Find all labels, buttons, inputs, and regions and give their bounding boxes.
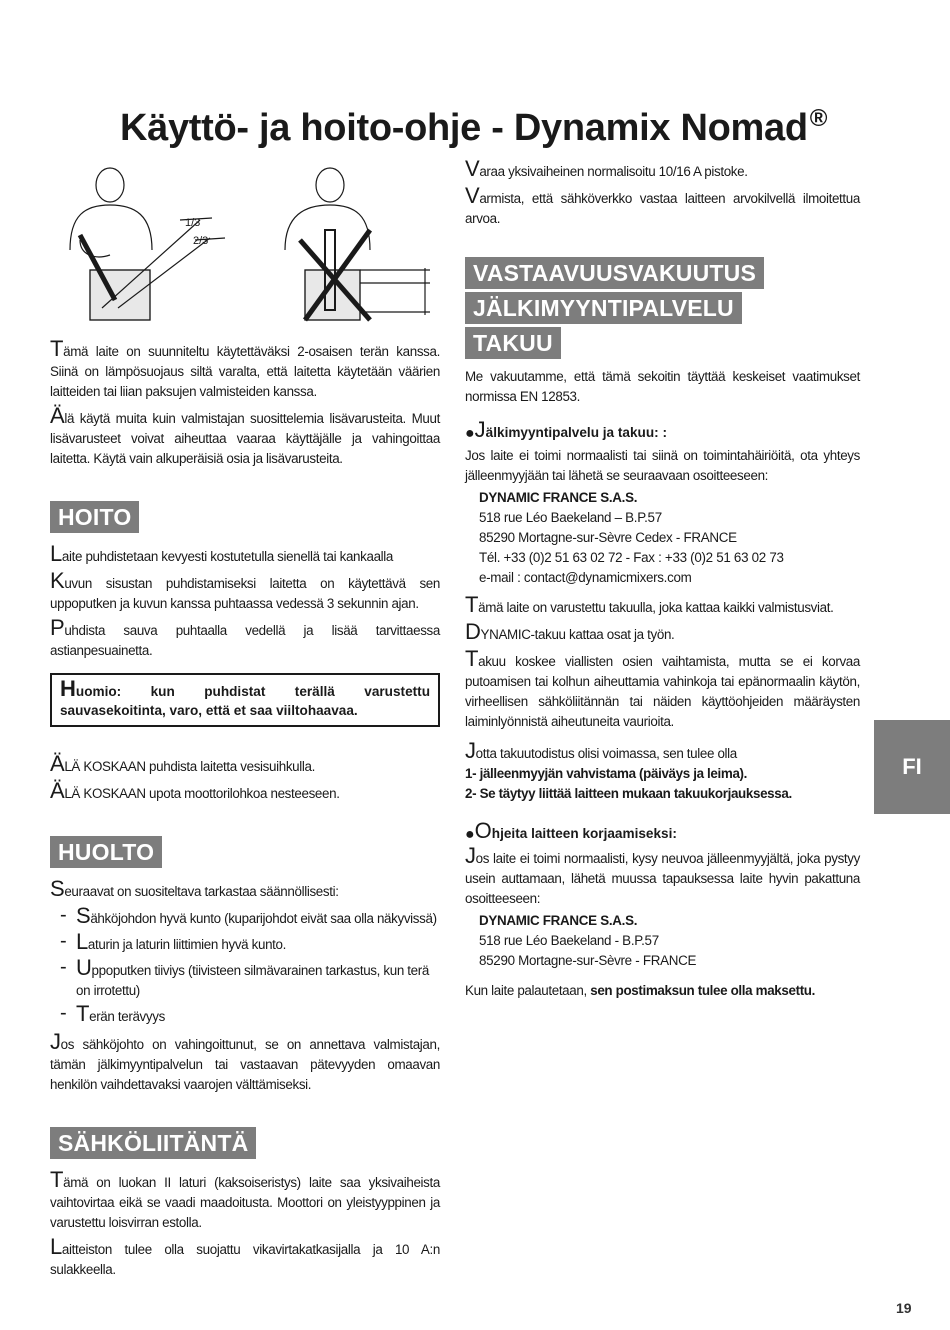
warranty-heading: TAKUU [465, 327, 561, 359]
conformity-paragraph: Me vakuutamme, että tämä sekoitin täyttää keskeiset vaatimukset normissa EN 12853. [465, 369, 860, 404]
guarantee-paragraph-3: Takuu koskee viallisten osien vaihtamista, mutta se ei korvaa putoamisen tai kolhun aiheuttamia vahinkoja tai epänormaalin käytön, virheellisen sähköliitännän tai näiden käyttöohjeiden määräysten laiminlyönnistä aiheutuneita vaurioita. [465, 646, 860, 729]
usage-illustration [60, 160, 440, 330]
warning-note-box: Huomio: kun puhdistat terällä varustettu sauvasekoitinta, varo, että et saa viiltohaavaa. [50, 673, 440, 727]
huolto-outro: Jos sähköjohto on vahingoittunut, se on annettava valmistajan, tämän jälkimyyntipalvelun tai vastaavan pätevyyden omaavan henkilön vaihdettavaksi vaarojen välttämiseksi. [50, 1029, 440, 1092]
hoito-paragraph-2: Kuvun sisustan puhdistamiseksi laitetta on käytettävä sen uppoputken ja kuvun kanssa puhtaassa vedessä 3 sekunnin ajan. [50, 568, 440, 611]
list-item: - Sähköjohdon hyvä kunto (kuparijohdot eivät saa olla näkyvissä) [60, 903, 437, 928]
sahko-paragraph-1: Tämä on luokan II laturi (kaksoiseristys) laite saa yksivaiheista vaihtovirtaa eikä se vaadi maadoitusta. Moottori on yleistyyppinen ja varustettu loisvirran estolla. [50, 1167, 440, 1230]
intro-paragraph: Tämä laite on suunniteltu käytettäväksi 2-osaisen terän kanssa. Siinä on lämpösuojaus siltä varalta, että laitetta käytetään väärien laitteiden tai liian paksujen valmisteiden kanssa. [50, 336, 440, 399]
repair-subtitle: ●Ohjeita laitteen korjaamiseksi: [465, 818, 677, 843]
hoito-heading: HOITO [50, 501, 139, 533]
huolto-heading: HUOLTO [50, 836, 162, 868]
fraction-bottom: 2/3 [193, 235, 209, 247]
left-column [50, 336, 440, 1285]
service-subtitle: ●Jälkimyyntipalvelu ja takuu: : [465, 417, 667, 442]
huolto-intro: Seuraavat on suositeltava tarkastaa säännöllisesti: [50, 876, 339, 901]
page-number: 19 [896, 1300, 912, 1316]
guarantee-condition-2: 2- Se täytyy liittää laitteen mukaan takuukorjauksessa. [465, 786, 792, 801]
return-paragraph: Kun laite palautetaan, sen postimaksun tulee olla maksettu. [465, 983, 816, 998]
hoito-paragraph-3: Puhdista sauva puhtaalla vedellä ja lisää tarvittaessa astianpesuainetta. [50, 615, 440, 658]
address-block-2: DYNAMIC FRANCE S.A.S. 518 rue Léo Baekeland - B.P.57 85290 Mortagne-sur-Sèvre - FRANCE [479, 913, 697, 968]
guarantee-condition-1: 1- jälleenmyyjän vahvistama (päiväys ja leima). [465, 766, 748, 781]
aftersales-heading: JÄLKIMYYNTIPALVELU [465, 292, 742, 324]
repair-paragraph: Jos laite ei toimi normaalisti, kysy neuvoa jälleenmyyjältä, joka pystyy usein auttamaan, lähetä muussa tapauksessa laite hyvin pakattuna osoitteeseen: [465, 843, 860, 906]
plug-paragraph: Varaa yksivaiheinen normalisoitu 10/16 A pistoke. [465, 156, 748, 181]
accessories-paragraph: Älä käytä muita kuin valmistajan suosittelemia lisävarusteita. Muut lisävarusteet voivat aiheuttaa vaaraa käyttäjälle ja vahingoittaa laitetta. Käytä vain alkuperäisiä osia ja lisävarusteita. [50, 403, 440, 466]
guarantee-paragraph-1: Tämä laite on varustettu takuulla, joka kattaa kaikki valmistusviat. [465, 592, 834, 617]
right-column [465, 156, 860, 1006]
fraction-top: 1/3 [185, 217, 201, 229]
address-block-1: DYNAMIC FRANCE S.A.S. 518 rue Léo Baekeland – B.P.57 85290 Mortagne-sur-Sèvre Cedex - FRANCE Tél. +33 (0)2 51 63 02 72 - Fax : +33 (0)2 51 63 02 73 e-mail : contact@dynamicmixers.com [479, 490, 784, 585]
sahko-heading: SÄHKÖLIITÄNTÄ [50, 1127, 256, 1159]
sahko-paragraph-2: Laitteiston tulee olla suojattu vikavirtakatkasijalla ja 10 A:n sulakkeella. [50, 1234, 440, 1277]
list-item: - Terän terävyys [60, 1001, 165, 1026]
list-item: - Laturin ja laturin liittimien hyvä kunto. [60, 929, 287, 954]
page-title: Käyttö- ja hoito-ohje - Dynamix Nomad® [120, 105, 828, 150]
voltage-paragraph: Varmista, että sähköverkko vastaa laitteen arvokilvellä ilmoitettua arvoa. [465, 183, 860, 226]
inspection-list [60, 903, 440, 1027]
warning-water-jet: ÄLÄ KOSKAAN puhdista laitetta vesisuihkulla. [50, 751, 315, 776]
conformity-heading: VASTAAVUUSVAKUUTUS [465, 257, 764, 289]
warning-immerse: ÄLÄ KOSKAAN upota moottorilohkoa nesteeseen. [50, 778, 340, 803]
list-item: - Uppoputken tiiviys (tiivisteen silmävarainen tarkastus, kun terä on irrotettu) [60, 955, 429, 998]
language-tab: FI [874, 720, 950, 814]
trademark-symbol: ® [809, 105, 828, 133]
guarantee-paragraph-2: DYNAMIC-takuu kattaa osat ja työn. [465, 619, 675, 644]
hoito-paragraph-1: Laite puhdistetaan kevyesti kostutetulla sienellä tai kankaalla [50, 541, 394, 566]
guarantee-paragraph-4: Jotta takuutodistus olisi voimassa, sen tulee olla [465, 738, 737, 763]
service-paragraph: Jos laite ei toimi normaalisti tai siinä on toimintahäiriöitä, ota yhteys jälleenmyyjään tai lähetä se seuraavaan osoitteeseen: [465, 448, 860, 483]
